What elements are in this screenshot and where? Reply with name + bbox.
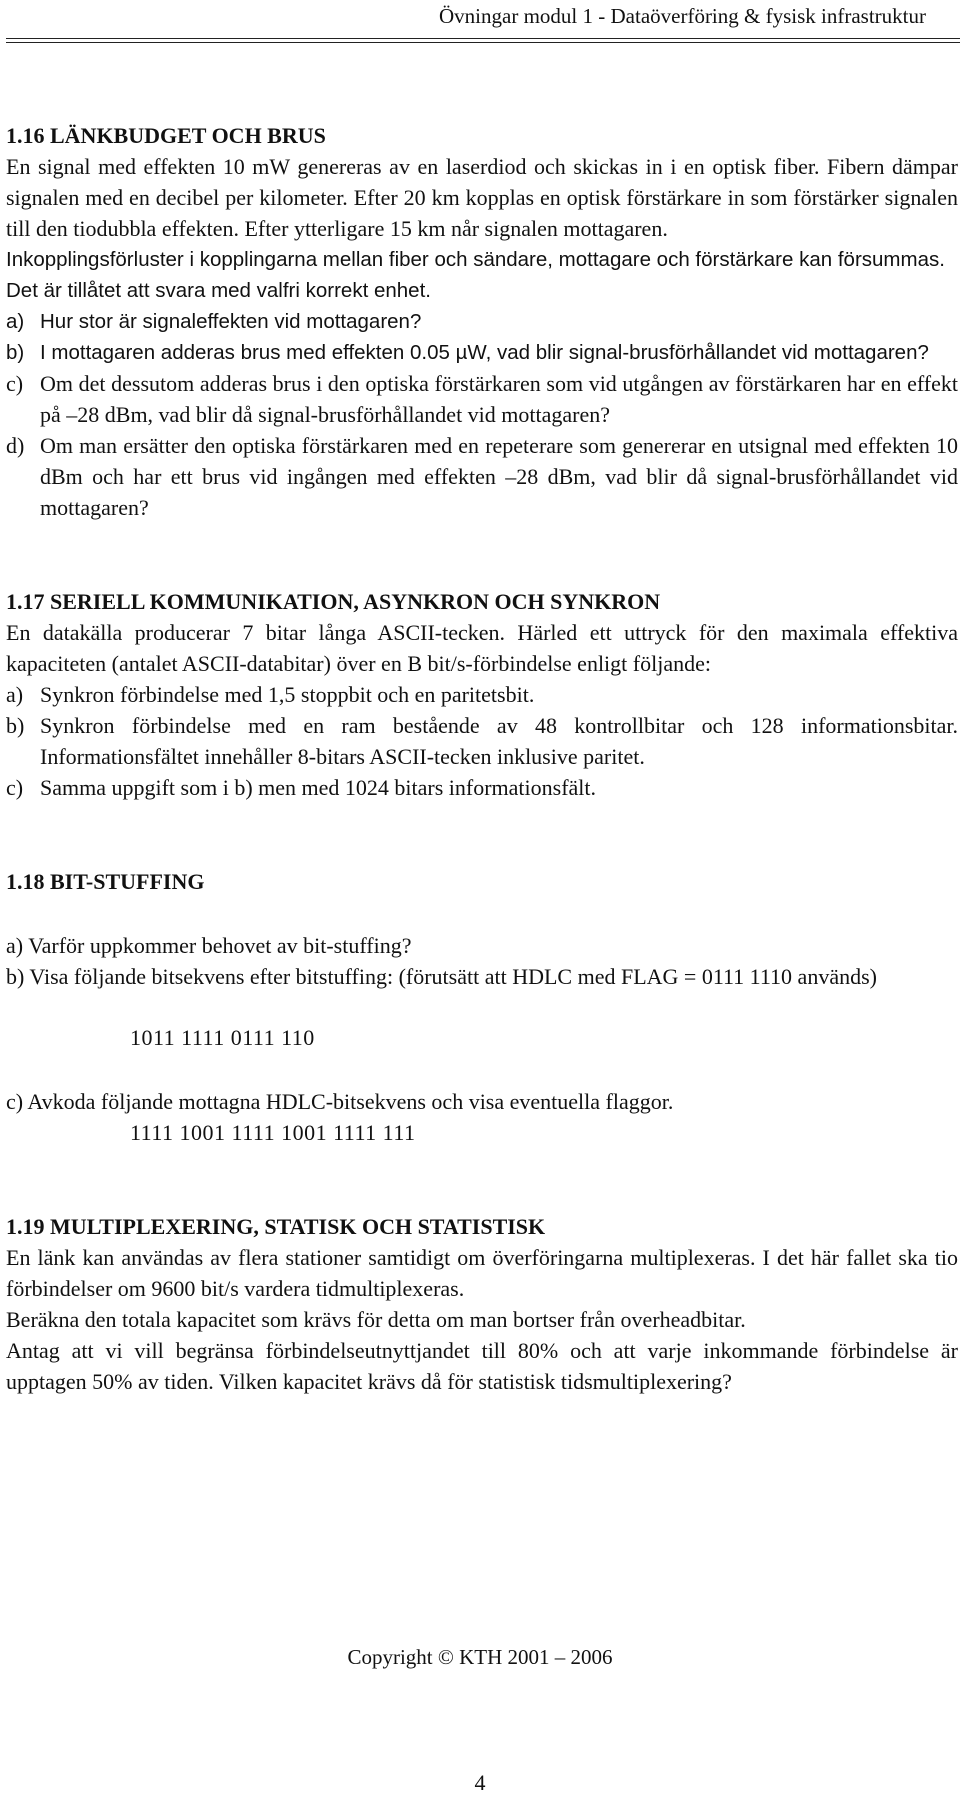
section-1-18 <box>6 866 958 1148</box>
question-text: Om man ersätter den optiska förstärkaren med en repeterare som genererar en utsignal med effekten 10 dBm och har ett brus vid ingången med effekten –28 dBm, vad blir då signal-brusförhållandet vid mottagaren? <box>40 433 958 520</box>
question-b: b) Visa följande bitsekvens efter bitstuffing: (förutsätt att HDLC med FLAG = 0111 1110 används) <box>6 964 877 989</box>
copyright-footer: Copyright © KTH 2001 – 2006 <box>347 1645 613 1669</box>
header-rule-double <box>6 42 960 43</box>
question-label: d) <box>6 433 25 458</box>
paragraph-1: En länk kan användas av flera stationer samtidigt om överföringarna multiplexeras. I det här fallet ska tio förbindelser om 9600 bit/s vardera tidmultiplexeras. <box>6 1245 958 1301</box>
question-label: b) <box>6 713 25 738</box>
unit-note: Det är tillåtet att svara med valfri korrekt enhet. <box>6 279 431 302</box>
question-c: c) Avkoda följande mottagna HDLC-bitsekvens och visa eventuella flaggor. <box>6 1089 674 1114</box>
header-rule <box>6 38 960 39</box>
question-text: Synkron förbindelse med 1,5 stoppbit och en paritetsbit. <box>40 682 535 707</box>
question-text: I mottagaren adderas brus med effekten 0.05 µW, vad blir signal-brusförhållandet vid mottagaren? <box>40 341 929 364</box>
bit-sequence-b: 1011 1111 0111 110 <box>130 1025 315 1050</box>
question-b <box>6 337 958 368</box>
section-title: 1.16 LÄNKBUDGET OCH BRUS <box>6 123 326 148</box>
section-title: 1.18 BIT-STUFFING <box>6 869 205 894</box>
coupling-loss-note: Inkopplingsförluster i kopplingarna mellan fiber och sändare, mottagare och förstärkare kan försummas. <box>6 248 945 271</box>
paragraph-2: Beräkna den totala kapacitet som krävs för detta om man bortser från overheadbitar. <box>6 1307 746 1332</box>
question-label: c) <box>6 775 24 800</box>
page-number: 4 <box>474 1770 486 1795</box>
section-1-19 <box>6 1211 958 1397</box>
bit-sequence-c: 1111 1001 1111 1001 1111 111 <box>130 1120 416 1145</box>
intro-paragraph: En signal med effekten 10 mW genereras av en laserdiod och skickas in i en optisk fiber. Fibern dämpar signalen med en decibel per kilometer. Efter 20 km kopplas en optisk förstärkare in som förstärker signalen till den tiodubbla effekten. Efter ytterligare 15 km når signalen mottagaren. <box>6 154 958 241</box>
question-c <box>6 772 958 803</box>
question-label: a) <box>6 682 24 707</box>
running-header: Övningar modul 1 - Dataöverföring & fysisk infrastruktur <box>439 4 926 28</box>
section-1-16 <box>6 120 958 523</box>
paragraph-3: Antag att vi vill begränsa förbindelseutnyttjandet till 80% och att varje inkommande förbindelse är upptagen 50% av tiden. Vilken kapacitet krävs då för statistisk tidsmultiplexering? <box>6 1338 958 1394</box>
question-a: a) Varför uppkommer behovet av bit-stuffing? <box>6 933 412 958</box>
question-text: Synkron förbindelse med en ram bestående av 48 kontrollbitar och 128 informationsbitar. Informationsfältet innehåller 8-bitars ASCII-tecken inklusive paritet. <box>40 713 958 769</box>
question-label: a) <box>6 310 25 333</box>
question-a <box>6 306 958 337</box>
question-text: Samma uppgift som i b) men med 1024 bitars informationsfält. <box>40 775 597 800</box>
section-title: 1.17 SERIELL KOMMUNIKATION, ASYNKRON OCH SYNKRON <box>6 589 661 614</box>
question-label: c) <box>6 371 24 396</box>
page-content <box>6 120 958 1397</box>
section-title: 1.19 MULTIPLEXERING, STATISK OCH STATISTISK <box>6 1214 546 1239</box>
question-d <box>6 430 958 523</box>
question-b <box>6 710 958 772</box>
question-a <box>6 679 958 710</box>
section-1-17 <box>6 586 958 803</box>
question-c <box>6 368 958 430</box>
intro-paragraph: En datakälla producerar 7 bitar långa ASCII-tecken. Härled ett uttryck för den maximala effektiva kapaciteten (antalet ASCII-databitar) över en B bit/s-förbindelse enligt följande: <box>6 620 958 676</box>
question-text: Hur stor är signaleffekten vid mottagaren? <box>40 310 422 333</box>
question-label: b) <box>6 341 25 364</box>
question-text: Om det dessutom adderas brus i den optiska förstärkaren som vid utgången av förstärkaren har en effekt på –28 dBm, vad blir då signal-brusförhållandet vid mottagaren? <box>40 371 958 427</box>
